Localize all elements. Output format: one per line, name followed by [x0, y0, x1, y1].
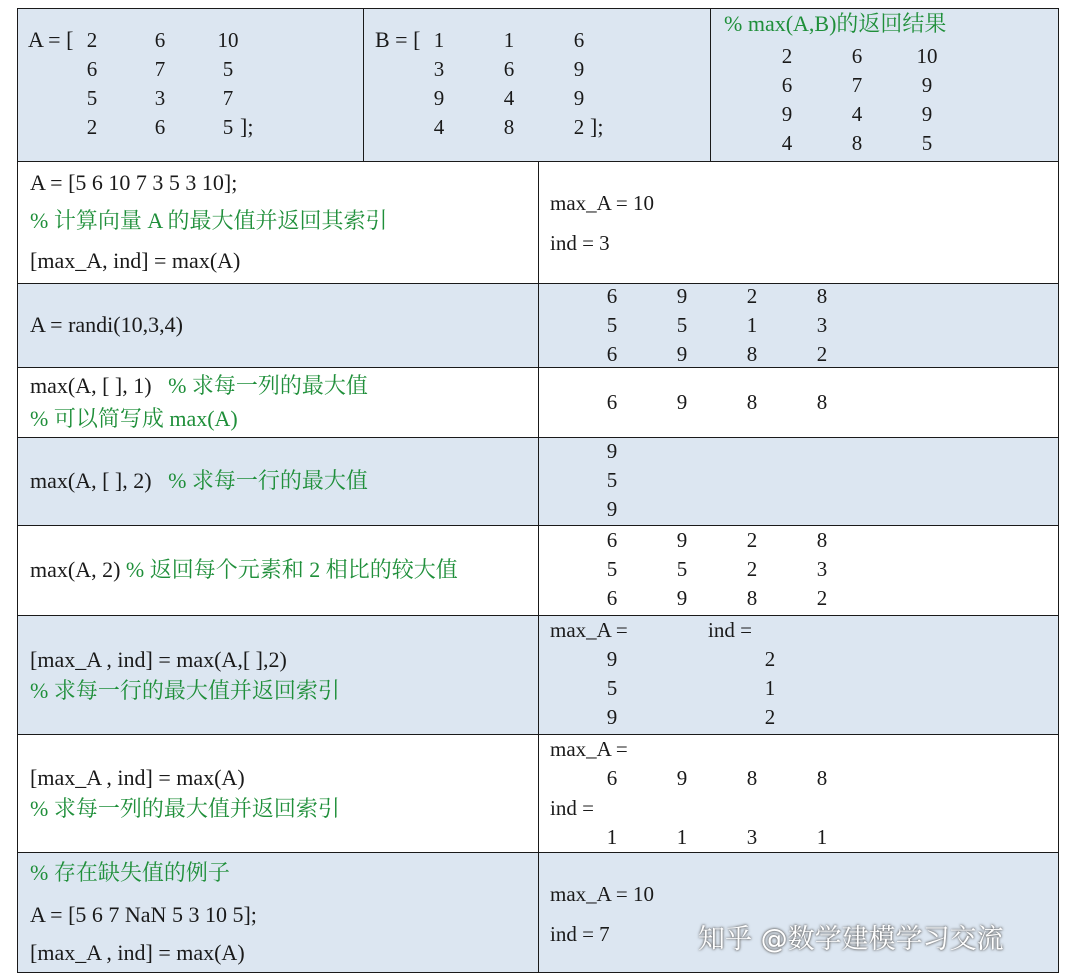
- matrix-cell: 8: [816, 766, 828, 790]
- code-line: [max_A , ind] = max(A): [30, 940, 245, 965]
- grid-line: [17, 8, 18, 973]
- matrix-cell: 4: [433, 115, 445, 139]
- comment-line: % 求每一行的最大值并返回索引: [30, 678, 340, 703]
- matrix-cell: 9: [676, 342, 688, 366]
- matrix-cell: 6: [606, 528, 618, 552]
- code-line: [max_A, ind] = max(A): [30, 248, 241, 273]
- matrix-cell: 1: [764, 676, 776, 700]
- matrix-cell: 9: [676, 284, 688, 308]
- comment: % 返回每个元素和 2 相比的较大值: [125, 557, 458, 582]
- matrix-cell: 2: [746, 528, 758, 552]
- output-label: max_A =: [550, 737, 628, 761]
- matrix-cell: 9: [606, 439, 618, 463]
- matrix-cell: 8: [746, 586, 758, 610]
- matrix-cell: 5: [86, 86, 98, 110]
- matrix-cell: 1: [503, 28, 515, 52]
- matrix-cell: 2: [764, 647, 776, 671]
- matrix-cell: 1: [606, 825, 618, 849]
- output-label: max_A =: [550, 618, 628, 642]
- output-line: ind = 7: [550, 922, 610, 946]
- matrix-cell: 9: [676, 528, 688, 552]
- code: max(A, [ ], 2): [30, 468, 152, 493]
- comment-line: % 存在缺失值的例子: [30, 860, 230, 885]
- matrix-cell: 10: [217, 28, 239, 52]
- matrix-cell: 6: [606, 342, 618, 366]
- grid-line: [538, 161, 539, 973]
- output-label: ind =: [550, 796, 594, 820]
- matrix-cell: 9: [921, 102, 933, 126]
- matrix-cell: 3: [816, 313, 828, 337]
- watermark: 知乎 @数学建模学习交流: [698, 924, 1004, 955]
- matrix-cell: 2: [746, 284, 758, 308]
- matrix-cell: 8: [851, 131, 863, 155]
- code-line: A = randi(10,3,4): [30, 312, 183, 337]
- matrix-cell: 6: [606, 766, 618, 790]
- matrix-cell: 9: [606, 647, 618, 671]
- matrix-cell: 9: [676, 766, 688, 790]
- code-line: A = [5 6 7 NaN 5 3 10 5];: [30, 902, 257, 927]
- matrix-cell: 7: [851, 73, 863, 97]
- matrix-cell: 6: [154, 28, 166, 52]
- matrix-a-prefix: A = [: [28, 27, 74, 52]
- matrix-cell: 6: [606, 390, 618, 414]
- matrix-cell: 2: [816, 586, 828, 610]
- grid-line: [710, 8, 711, 161]
- matrix-cell: 8: [746, 342, 758, 366]
- matrix-cell: 5: [222, 57, 234, 81]
- matrix-cell: 4: [503, 86, 515, 110]
- grid-line: [363, 8, 364, 161]
- code-line: [30, 557, 458, 583]
- matrix-b-prefix: B = [: [375, 27, 421, 52]
- matrix-cell: 10: [916, 44, 938, 68]
- matrix-cell: 7: [222, 86, 234, 110]
- matrix-cell: 3: [816, 557, 828, 581]
- matrix-cell: 6: [154, 115, 166, 139]
- output-label: ind =: [708, 618, 752, 642]
- matrix-cell: 3: [746, 825, 758, 849]
- matrix-cell: 8: [503, 115, 515, 139]
- matrix-cell: 5: [606, 313, 618, 337]
- code-line: [30, 468, 368, 494]
- matrix-cell: 3: [154, 86, 166, 110]
- matrix-b-suffix: ];: [590, 114, 604, 139]
- code: max(A, [ ], 1): [30, 373, 152, 398]
- matrix-cell: 2: [764, 705, 776, 729]
- matrix-cell: 7: [154, 57, 166, 81]
- matrix-cell: 5: [606, 557, 618, 581]
- comment-line: % 计算向量 A 的最大值并返回其索引: [30, 208, 388, 233]
- matrix-cell: 9: [433, 86, 445, 110]
- matrix-cell: 2: [816, 342, 828, 366]
- matrix-cell: 6: [781, 73, 793, 97]
- comment: % 求每一列的最大值: [168, 373, 368, 398]
- matrix-cell: 2: [86, 28, 98, 52]
- matrix-cell: 2: [86, 115, 98, 139]
- result-comment: % max(A,B)的返回结果: [724, 11, 947, 36]
- code-line: [max_A , ind] = max(A,[ ],2): [30, 647, 287, 672]
- matrix-cell: 1: [816, 825, 828, 849]
- matrix-cell: 8: [746, 390, 758, 414]
- matrix-cell: 6: [573, 28, 585, 52]
- comment-line: % 可以简写成 max(A): [30, 406, 238, 431]
- matrix-cell: 9: [676, 390, 688, 414]
- matrix-cell: 5: [606, 676, 618, 700]
- code-line: A = [5 6 10 7 3 5 3 10];: [30, 170, 238, 195]
- matrix-cell: 9: [676, 586, 688, 610]
- matrix-cell: 8: [816, 284, 828, 308]
- comment: % 求每一行的最大值: [168, 468, 368, 493]
- output-line: max_A = 10: [550, 191, 655, 215]
- matrix-cell: 4: [781, 131, 793, 155]
- matrix-cell: 2: [746, 557, 758, 581]
- matrix-cell: 3: [433, 57, 445, 81]
- matrix-cell: 2: [573, 115, 585, 139]
- grid-line: [17, 8, 1058, 9]
- matrix-cell: 9: [573, 86, 585, 110]
- matrix-cell: 6: [86, 57, 98, 81]
- matrix-cell: 6: [606, 284, 618, 308]
- grid-line: [1058, 8, 1059, 973]
- code-line: [30, 373, 368, 399]
- output-line: max_A = 10: [550, 882, 655, 906]
- matrix-cell: 5: [921, 131, 933, 155]
- output-line: ind = 3: [550, 231, 610, 255]
- matrix-cell: 5: [676, 557, 688, 581]
- matrix-cell: 1: [433, 28, 445, 52]
- code: max(A, 2): [30, 557, 121, 582]
- matrix-cell: 1: [676, 825, 688, 849]
- matrix-cell: 6: [606, 586, 618, 610]
- matrix-cell: 9: [573, 57, 585, 81]
- matrix-cell: 9: [606, 705, 618, 729]
- matrix-cell: 9: [606, 497, 618, 521]
- matrix-cell: 8: [816, 528, 828, 552]
- matrix-cell: 4: [851, 102, 863, 126]
- matrix-cell: 9: [921, 73, 933, 97]
- matrix-cell: 5: [222, 115, 234, 139]
- matrix-cell: 8: [746, 766, 758, 790]
- matrix-cell: 6: [503, 57, 515, 81]
- matrix-cell: 5: [676, 313, 688, 337]
- code-line: [max_A , ind] = max(A): [30, 765, 245, 790]
- matrix-cell: 2: [781, 44, 793, 68]
- matrix-cell: 9: [781, 102, 793, 126]
- matrix-cell: 5: [606, 468, 618, 492]
- matrix-cell: 6: [851, 44, 863, 68]
- matrix-cell: 8: [816, 390, 828, 414]
- matrix-a-suffix: ];: [240, 114, 254, 139]
- comment-line: % 求每一列的最大值并返回索引: [30, 796, 340, 821]
- matrix-cell: 1: [746, 313, 758, 337]
